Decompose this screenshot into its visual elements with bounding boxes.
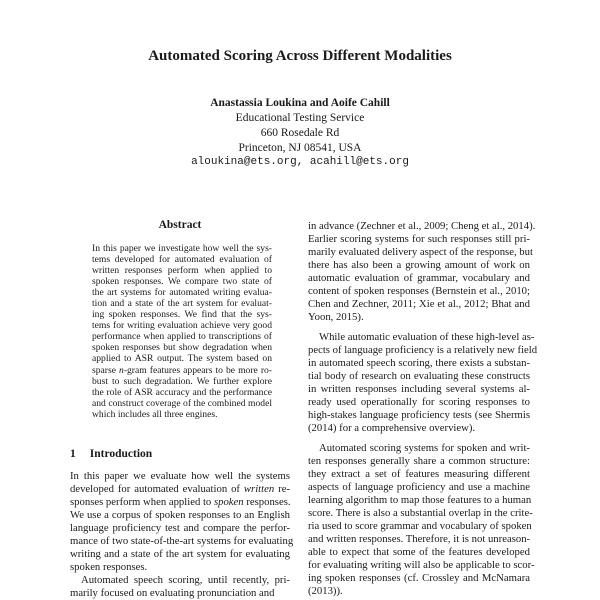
text-line: which includes all three engines. <box>92 408 218 420</box>
section-heading-introduction <box>70 448 152 460</box>
abstract-heading: Abstract <box>158 219 202 231</box>
text-line: automatic evaluation of grammar, vocabulary and <box>308 272 530 284</box>
text-line: performance when applied to transcriptions of <box>92 331 272 343</box>
text-line: language proficiency test and compare the perfor- <box>70 522 290 534</box>
text-line: Automated speech scoring, until recently, pri- <box>81 574 290 586</box>
text-span: -gram features appears to be more ro- <box>123 364 272 376</box>
text-line: tems for writing evaluation achieve very good <box>92 320 272 332</box>
text-line: spoken responses but show degradation when <box>92 342 272 354</box>
text-line: pects of language proficiency is a relatively new field <box>308 344 538 356</box>
text-span: sponses perform when applied to <box>70 496 214 508</box>
text-line: high-stakes language proficiency tests (see Shermis <box>308 409 530 421</box>
affiliation-city: Princeton, NJ 08541, USA <box>238 142 362 154</box>
text-line <box>92 365 272 376</box>
right-column-body <box>308 220 538 598</box>
text-line: in automated speech scoring, there exists a substan- <box>308 357 530 369</box>
text-line: (2014) for a comprehensive overview). <box>308 422 476 434</box>
paragraph <box>70 470 294 574</box>
text-line: ten responses generally share a common structure: <box>308 455 530 467</box>
emphasis: written <box>243 483 275 495</box>
text-line: in advance (Zechner et al., 2009; Cheng et al., 2014). <box>308 220 536 232</box>
text-line: applied to ASR output. The system based on <box>92 353 272 365</box>
text-span: re- <box>274 483 290 495</box>
text-line: (2013)). <box>308 585 343 597</box>
text-line: in written responses including several systems al- <box>308 383 530 395</box>
text-line: ria used to score grammar and vocabulary of spoken <box>308 520 532 532</box>
paper-title: Automated Scoring Across Different Modalities <box>148 48 452 64</box>
text-line: spoken responses. We compare two state of <box>92 276 272 288</box>
text-span: responses. <box>243 496 291 508</box>
authors: Anastassia Loukina and Aoife Cahill <box>210 97 390 109</box>
text-line: Automated scoring systems for spoken and writ- <box>319 442 530 454</box>
text-line: In this paper we investigate how well the sys- <box>92 243 272 254</box>
paragraph <box>92 243 272 420</box>
text-line: tems developed for automated evaluation of <box>92 254 272 266</box>
text-line: Earlier scoring systems for such responses still pri- <box>308 233 530 245</box>
text-line: tial body of research on evaluating these constructs <box>308 370 530 382</box>
text-line: mance of two state-of-the-art systems for evaluating <box>70 535 294 547</box>
text-line: ing spoken responses. We find that the sys- <box>92 309 272 321</box>
text-line: marily evaluated delivery aspect of the response, but <box>308 246 533 258</box>
affiliation-org: Educational Testing Service <box>235 112 365 124</box>
section-title: Introduction <box>89 448 153 460</box>
text-line: content of spoken responses (Bernstein et al., 2010; <box>308 285 530 297</box>
abstract-body <box>92 243 272 420</box>
text-line: writing and a state of the art system for evaluating <box>70 548 290 560</box>
text-line: there has also been a growing amount of work on <box>308 259 530 271</box>
text-line: able to expect that some of the features developed <box>308 546 530 558</box>
text-line: While automatic evaluation of these high-level as- <box>319 331 535 343</box>
text-line <box>70 496 290 509</box>
paragraph <box>308 331 538 435</box>
text-line: ready used operationally for scoring responses to <box>308 396 530 408</box>
text-line: the art systems for automated writing evalua- <box>92 287 272 299</box>
text-line <box>70 483 290 496</box>
introduction-body <box>70 470 294 600</box>
text-line: and written responses. Therefore, it is not unreason- <box>308 533 531 545</box>
paragraph <box>308 442 535 598</box>
author-emails: aloukina@ets.org, acahill@ets.org <box>191 156 409 168</box>
text-line: bust to such degradation. We further explore <box>92 375 272 387</box>
text-line: Yoon, 2015). <box>308 311 364 323</box>
emphasis: n <box>119 364 124 376</box>
text-line: aspects of language proficiency and use a machine <box>308 481 530 493</box>
text-line: marily focused on evaluating pronunciation and <box>70 587 275 599</box>
text-span: sparse <box>92 364 120 376</box>
text-line: ing spoken responses (cf. Crossley and McNamara <box>308 572 530 584</box>
text-line: We use a corpus of spoken responses to an English <box>70 509 290 521</box>
text-line: written responses perform when applied to <box>92 265 272 277</box>
text-line: the role of ASR accuracy and the performance <box>92 386 272 398</box>
text-span: developed for automated evaluation of <box>70 483 244 495</box>
text-line: Chen and Zechner, 2011; Xie et al., 2012; Bhat and <box>308 298 530 310</box>
text-line: spoken responses. <box>70 561 148 573</box>
paragraph <box>70 574 290 600</box>
paragraph <box>308 220 536 324</box>
text-line: tion and a state of the art system for evaluat- <box>92 298 272 310</box>
text-line: for evaluating writing will also be applicable to scor- <box>308 559 535 571</box>
section-number: 1 <box>70 448 76 460</box>
affiliation-street: 660 Rosedale Rd <box>260 127 340 139</box>
text-line: In this paper we evaluate how well the systems <box>70 470 290 482</box>
text-line: score. There is also a substantial overlap in the crite- <box>308 507 533 519</box>
text-line: learning algorithm to map those features to a human <box>308 494 532 506</box>
text-line: they extract a set of features measuring different <box>308 468 530 480</box>
text-line: and construct coverage of the combined model <box>92 397 272 409</box>
emphasis: spoken <box>213 496 244 508</box>
